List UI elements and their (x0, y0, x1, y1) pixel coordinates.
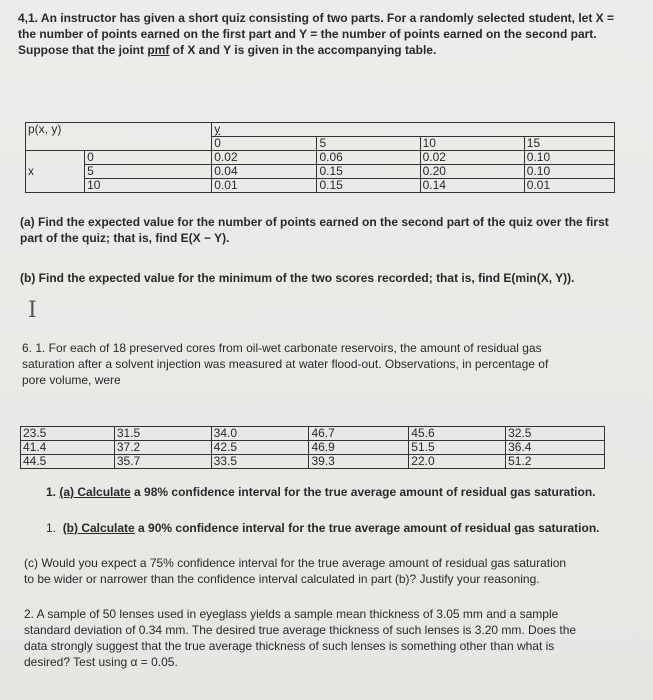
q61-part-a-number: 1. (46, 485, 57, 499)
table-cell: 0.04 (212, 165, 317, 179)
table-cell: 36.4 (506, 441, 605, 455)
q61-intro (22, 340, 647, 388)
y-label: y (214, 122, 221, 136)
q41-part-a (20, 214, 650, 246)
observations-table (20, 426, 605, 469)
x-label-cell (26, 151, 85, 193)
x-value: 10 (85, 179, 212, 193)
table-cell: 51.2 (506, 455, 605, 469)
y-header (212, 123, 615, 137)
table-cell: 45.6 (409, 427, 506, 441)
q61-part-a-text: a 98% confidence interval for the true average amount of residual gas saturation. (130, 485, 596, 499)
table-cell: 22.0 (409, 455, 506, 469)
table-row (21, 455, 605, 469)
q2-line2: standard deviation of 0.34 mm. The desired true average thickness of such lenses is 3.20 mm. Does the (24, 623, 577, 637)
y-value: 10 (420, 137, 524, 151)
table-cell: 0.10 (524, 151, 614, 165)
q61-line2: saturation after a solvent injection was measured at water flood-out. Observations, in percentage of (22, 357, 549, 371)
table-cell: 32.5 (506, 427, 605, 441)
q41-line3-b: of X and Y is given in the accompanying table. (169, 43, 437, 57)
table-cell: 35.7 (114, 455, 211, 469)
table-cell: 0.20 (420, 165, 524, 179)
q61-part-b-label: (b) Calculate (62, 521, 135, 535)
table-corner (26, 123, 212, 151)
table-cell: 41.4 (21, 441, 115, 455)
q2-line4: desired? Test using α = 0.05. (24, 655, 178, 669)
q41-line2: the number of points earned on the first part and Y = the number of points earned on the second part. (18, 27, 597, 41)
table-cell: 0.15 (317, 165, 420, 179)
joint-pmf-table (25, 122, 615, 193)
table-cell: 42.5 (211, 441, 309, 455)
corner-label: p(x, y) (28, 122, 62, 136)
table-cell: 46.9 (309, 441, 409, 455)
q2-text (24, 606, 644, 670)
q41-part-a-line1: (a) Find the expected value for the number of points earned on the second part of the quiz over the first (20, 215, 609, 229)
table-cell: 23.5 (21, 427, 115, 441)
text-cursor-icon: I (28, 298, 37, 323)
table-cell: 37.2 (114, 441, 211, 455)
table-cell: 39.3 (309, 455, 409, 469)
table-cell: 0.02 (420, 151, 524, 165)
q61-part-b (46, 520, 646, 536)
table-row (26, 179, 615, 193)
q41-line1: 4,1. An instructor has given a short quiz consisting of two parts. For a randomly selected student, let X = (18, 11, 614, 25)
q61-part-c-line1: (c) Would you expect a 75% confidence interval for the true average amount of residual gas saturation (24, 556, 567, 570)
table-row (26, 123, 615, 137)
q41-part-b: (b) Find the expected value for the minimum of the two scores recorded; that is, find E(min(X, Y)). (20, 271, 575, 285)
table-cell: 31.5 (114, 427, 211, 441)
table-cell: 0.06 (317, 151, 420, 165)
table-cell: 46.7 (309, 427, 409, 441)
table-row (26, 151, 615, 165)
q61-part-c (24, 555, 644, 587)
table-cell: 0.15 (317, 179, 420, 193)
q61-part-b-text: a 90% confidence interval for the true average amount of residual gas saturation. (134, 521, 600, 535)
table-cell: 0.14 (420, 179, 524, 193)
q61-part-b-number: 1. (46, 521, 57, 535)
q2-line3: data strongly suggest that the true average thickness of such lenses is something other than what is (24, 639, 555, 653)
q41-part-a-line2: part of the quiz; that is, find E(X − Y). (20, 231, 230, 245)
q2-line1: 2. A sample of 50 lenses used in eyeglass yields a sample mean thickness of 3.05 mm and a sample (24, 607, 559, 621)
table-cell: 0.10 (524, 165, 614, 179)
q61-line3: pore volume, were (22, 373, 121, 387)
table-cell: 34.0 (211, 427, 309, 441)
table-cell: 0.02 (212, 151, 317, 165)
q41-line3-a: Suppose that the joint (18, 43, 148, 57)
q61-part-c-line2: to be wider or narrower than the confidence interval calculated in part (b)? Justify your reasoning. (24, 572, 540, 586)
table-row (21, 427, 605, 441)
x-label: x (28, 164, 34, 178)
table-cell: 44.5 (21, 455, 115, 469)
q61-part-a-label: (a) Calculate (59, 485, 131, 499)
y-value: 0 (212, 137, 317, 151)
x-value: 0 (85, 151, 212, 165)
table-cell: 51.5 (409, 441, 506, 455)
q41-line3 (18, 42, 648, 58)
table-cell: 33.5 (211, 455, 309, 469)
table-row (26, 165, 615, 179)
q61-part-a (46, 484, 646, 500)
table-row (21, 441, 605, 455)
q41-intro (18, 10, 648, 58)
q41-pmf-word: pmf (147, 43, 170, 57)
y-value: 5 (317, 137, 420, 151)
x-value: 5 (85, 165, 212, 179)
table-cell: 0.01 (212, 179, 317, 193)
y-value: 15 (524, 137, 614, 151)
table-cell: 0.01 (524, 179, 614, 193)
q61-line1: 6. 1. For each of 18 preserved cores from oil-wet carbonate reservoirs, the amount of residual gas (22, 341, 542, 355)
